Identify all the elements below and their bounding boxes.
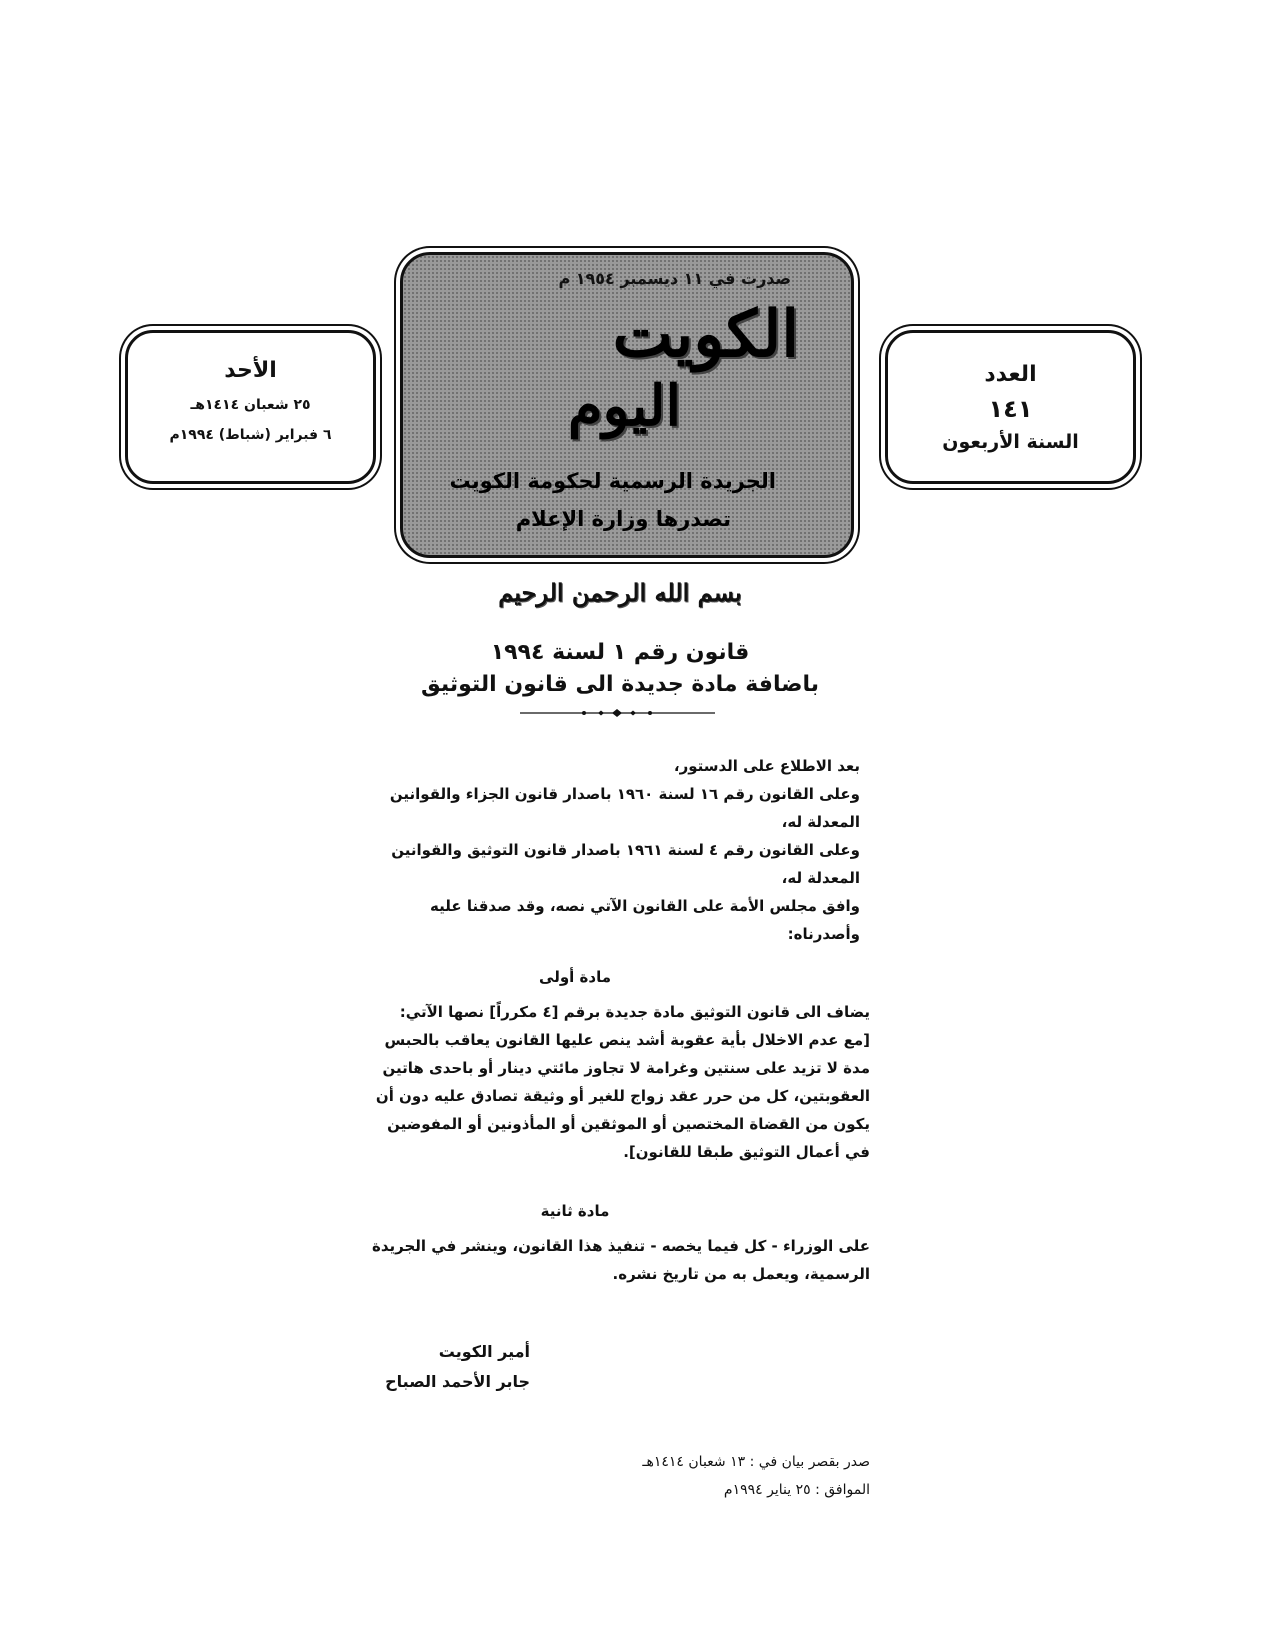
issue-day: الأحد: [224, 357, 277, 383]
basmala: بسم الله الرحمن الرحيم: [498, 578, 742, 607]
hijri-date: ٢٥ شعبان ١٤١٤هـ: [190, 396, 311, 413]
article-1-intro: يضاف الى قانون التوثيق مادة جديدة برقم [٤ مكرراً] نصها الآتي:: [399, 1003, 870, 1021]
article-1-heading: مادة أولى: [539, 968, 611, 986]
masthead-title-kuwait: الكويت: [612, 297, 799, 372]
preamble-line: وعلى القانون رقم ٤ لسنة ١٩٦١ باصدار قانون التوثيق والقوانين المعدلة له،: [391, 841, 860, 887]
preamble-line: وافق مجلس الأمة على القانون الآتي نصه، وقد صدقنا عليه وأصدرناه:: [430, 897, 860, 943]
gregorian-date: ٦ فبراير (شباط) ١٩٩٤م: [169, 426, 332, 443]
publication-year: السنة الأربعون: [942, 430, 1079, 453]
preamble-line: بعد الاطلاع على الدستور،: [673, 757, 860, 775]
signature-name: جابر الأحمد الصباح: [385, 1372, 530, 1391]
title-ornament-divider: [520, 708, 715, 718]
article-2-heading: مادة ثانية: [540, 1202, 610, 1220]
preamble-line: وعلى القانون رقم ١٦ لسنة ١٩٦٠ باصدار قانون الجزاء والقوانين المعدلة له،: [389, 785, 860, 831]
masthead-gazette: الجريدة الرسمية لحكومة الكويت: [449, 469, 776, 493]
signature-title: أمير الكويت: [438, 1342, 530, 1361]
law-title: قانون رقم ١ لسنة ١٩٩٤: [490, 640, 750, 665]
issue-number: ١٤١: [988, 394, 1033, 423]
masthead-ministry: تصدرها وزارة الإعلام: [515, 507, 731, 531]
article-1-body: [370, 998, 870, 1166]
law-subtitle: باضافة مادة جديدة الى قانون التوثيق: [421, 672, 819, 697]
masthead-logo: [400, 252, 854, 558]
issue-label: العدد: [984, 361, 1037, 387]
founded-date: صدرت في ١١ ديسمبر ١٩٥٤ م: [558, 269, 791, 288]
issue-date-box: [125, 330, 376, 484]
article-1-text: [مع عدم الاخلال بأية عقوبة أشد ينص عليها القانون يعاقب بالحبس مدة لا تزيد على سنتين وغرامة لا تجاوز مائتي دينار أو باحدى هاتين العقوبتين، كل من حرر عقد زواج للغير أو وثيقة تصادق عليه دون أن يكون من القضاة المختصين أو الموثقين أو المأذونين أو المفوضين في أعمال التوثيق طبقا للقانون].: [375, 1031, 870, 1161]
issuance-gregorian-date: الموافق : ٢٥ يناير ١٩٩٤م: [723, 1482, 870, 1498]
issue-number-box: [885, 330, 1136, 484]
issuance-place-date: صدر بقصر بيان في : ١٣ شعبان ١٤١٤هـ: [642, 1454, 870, 1470]
masthead-title-today: اليوم: [567, 373, 681, 439]
article-2-text: على الوزراء - كل فيما يخصه - تنفيذ هذا القانون، وينشر في الجريدة الرسمية، ويعمل به من تاريخ نشره.: [371, 1237, 870, 1283]
article-2-body: [370, 1232, 870, 1288]
issuance-note: [570, 1448, 870, 1504]
law-preamble: [370, 752, 860, 948]
